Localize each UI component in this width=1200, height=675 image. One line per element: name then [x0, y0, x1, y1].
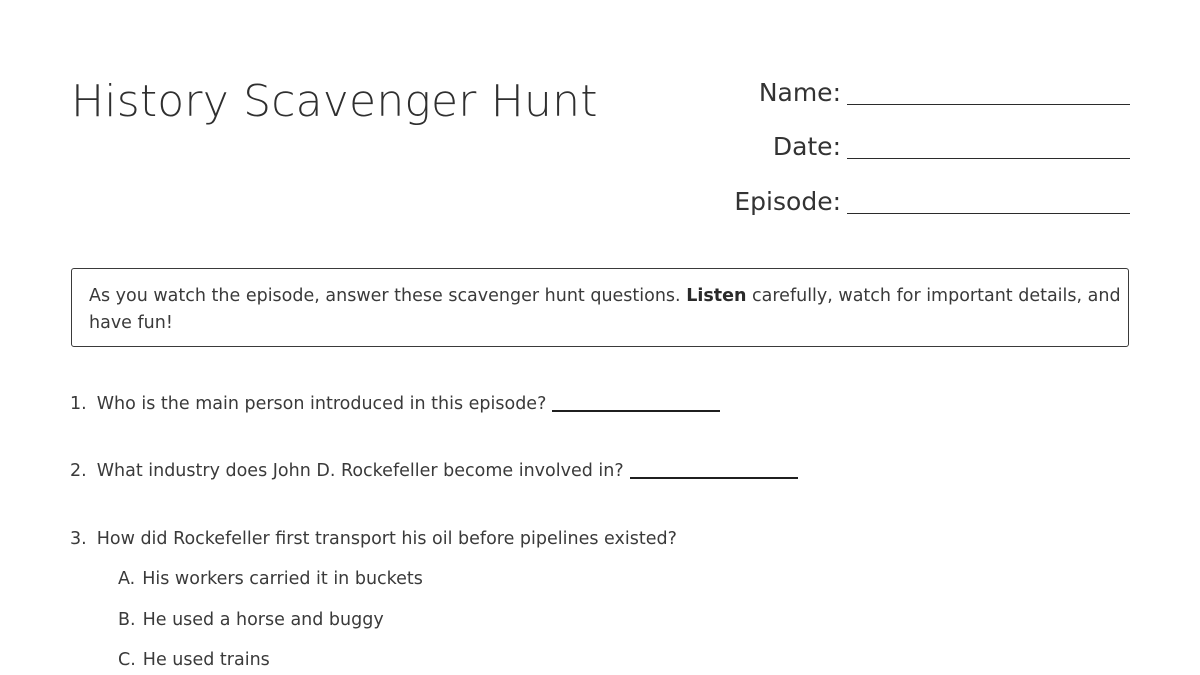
question-text: What industry does John D. Rockefeller become involved in?: [96, 461, 624, 481]
instructions-text-before: As you watch the episode, answer these scavenger hunt questions.: [89, 286, 687, 306]
question-3: [70, 529, 677, 549]
option-text: His workers carried it in buckets: [142, 569, 423, 589]
instructions-emphasis: Listen: [686, 286, 747, 306]
option-a: [118, 569, 423, 589]
date-blank-line: [847, 158, 1130, 159]
option-letter: A.: [118, 569, 136, 589]
question-text: Who is the main person introduced in this episode?: [96, 394, 547, 414]
question-2: [70, 461, 798, 481]
page-title: History Scavenger Hunt: [71, 76, 598, 127]
answer-blank-line: [630, 477, 798, 479]
option-letter: C.: [118, 650, 136, 670]
option-text: He used a horse and buggy: [142, 610, 384, 630]
episode-blank-line: [847, 213, 1130, 214]
question-text: How did Rockefeller first transport his oil before pipelines existed?: [96, 529, 677, 549]
date-field: [773, 132, 1130, 161]
question-number: 1.: [70, 394, 87, 414]
question-1: [70, 394, 720, 414]
instructions-box: [71, 268, 1129, 347]
question-number: 3.: [70, 529, 87, 549]
option-text: He used trains: [142, 650, 270, 670]
option-b: [118, 610, 384, 630]
option-letter: B.: [118, 610, 136, 630]
option-c: [118, 650, 270, 670]
question-number: 2.: [70, 461, 87, 481]
answer-blank-line: [552, 410, 720, 412]
name-blank-line: [847, 104, 1130, 105]
name-label: Name:: [758, 78, 841, 107]
name-field: [759, 78, 1130, 107]
date-label: Date:: [772, 132, 841, 161]
episode-field: [734, 187, 1130, 216]
episode-label: Episode:: [734, 187, 841, 216]
instructions-text-after: carefully, watch for important details, and have fun!: [89, 286, 1121, 333]
